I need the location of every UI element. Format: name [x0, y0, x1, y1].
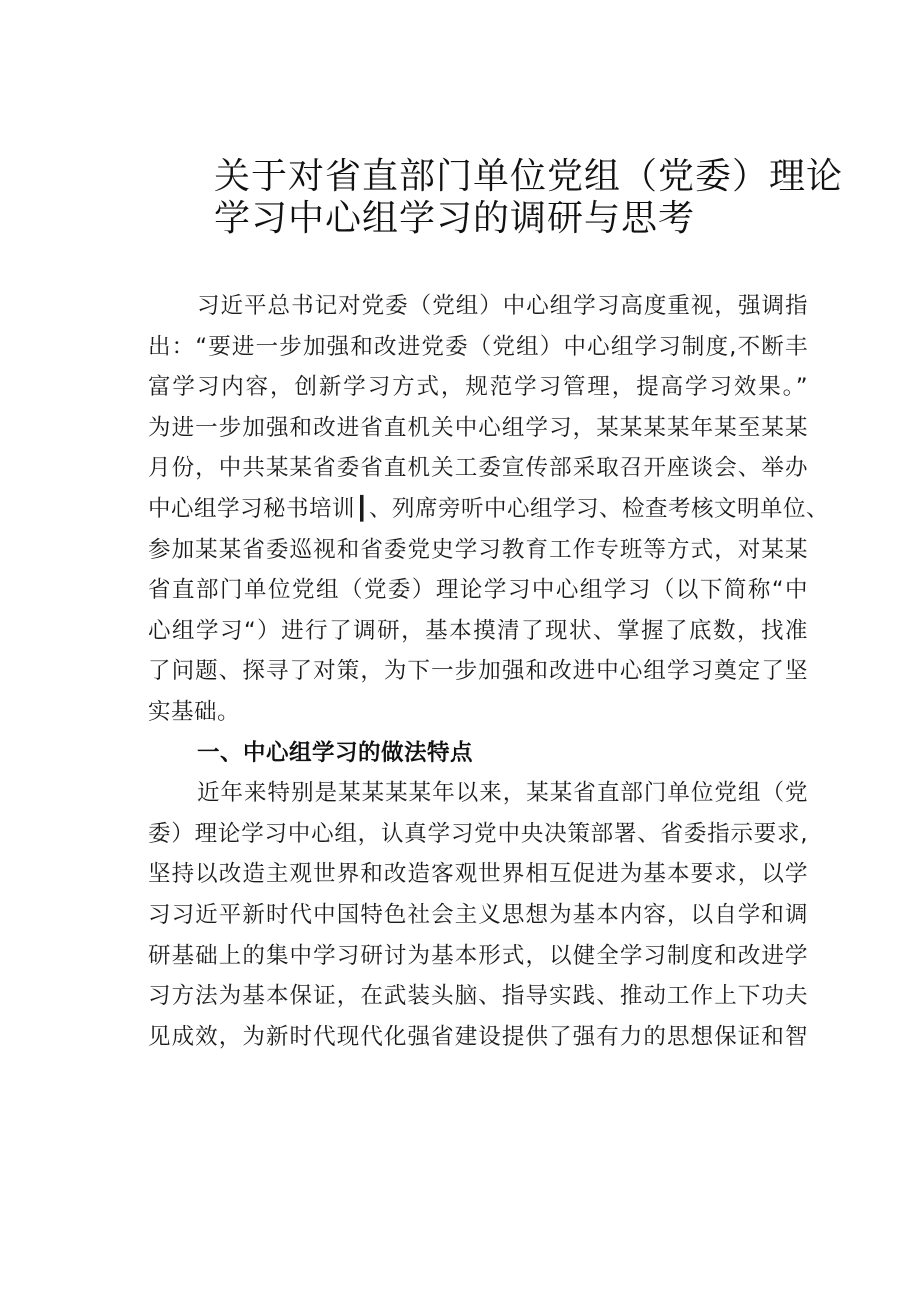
- paragraph-line: 参加某某省委巡视和省委党史学习教育工作专班等方式，对某某: [148, 536, 808, 563]
- title-line-2: 学习中心组学习的调研与思考: [214, 198, 696, 239]
- paragraph-line: 习方法为基本保证，在武装头脑、指导实践、推动工作上下功夫: [148, 983, 808, 1010]
- paragraph-line: 实基础。: [148, 698, 241, 725]
- paragraph-line: 中心组学习秘书培训┃、列席旁听中心组学习、检查考核文明单位、: [148, 495, 830, 522]
- title-line-1: 关于对省直部门单位党组（党委）理论: [214, 156, 844, 197]
- paragraph-line: 近年来特别是某某某某年以来，某某省直部门单位党组（党: [197, 780, 808, 807]
- paragraph-line: 月份，中共某某省委省直机关工委宣传部采取召开座谈会、举办: [148, 455, 808, 482]
- section-heading: 一、中心组学习的做法特点: [197, 739, 474, 766]
- paragraph-line: 富学习内容，创新学习方式，规范学习管理，提高学习效果。”: [148, 374, 808, 401]
- intro-paragraph: [148, 286, 830, 733]
- paragraph-line: 省直部门单位党组（党委）理论学习中心组学习（以下简称“中: [148, 577, 808, 604]
- paragraph-line: 坚持以改造主观世界和改造客观世界相互促进为基本要求，以学: [148, 861, 808, 888]
- paragraph-line: 心组学习“）进行了调研，基本摸清了现状、掌握了底数，找准: [148, 617, 808, 644]
- paragraph-line: 出：“要进一步加强和改进党委（党组）中心组学习制度,不断丰: [148, 333, 808, 360]
- paragraph-line: 习习近平新时代中国特色社会主义思想为基本内容，以自学和调: [148, 901, 808, 928]
- paragraph-line: 研基础上的集中学习研讨为基本形式，以健全学习制度和改进学: [148, 942, 808, 969]
- paragraph-line: 习近平总书记对党委（党组）中心组学习高度重视，强调指: [197, 293, 808, 319]
- document-body: [148, 286, 830, 1057]
- section-paragraph: [148, 773, 808, 1057]
- paragraph-line: 了问题、探寻了对策，为下一步加强和改进中心组学习奠定了坚: [148, 658, 808, 685]
- paragraph-line: 委）理论学习中心组，认真学习党中央决策部署、省委指示要求,: [148, 820, 808, 847]
- paragraph-line: 见成效，为新时代现代化强省建设提供了强有力的思想保证和智: [148, 1023, 808, 1050]
- paragraph-line: 为进一步加强和改进省直机关中心组学习，某某某某年某至某某: [148, 414, 808, 441]
- document-title: [214, 156, 844, 240]
